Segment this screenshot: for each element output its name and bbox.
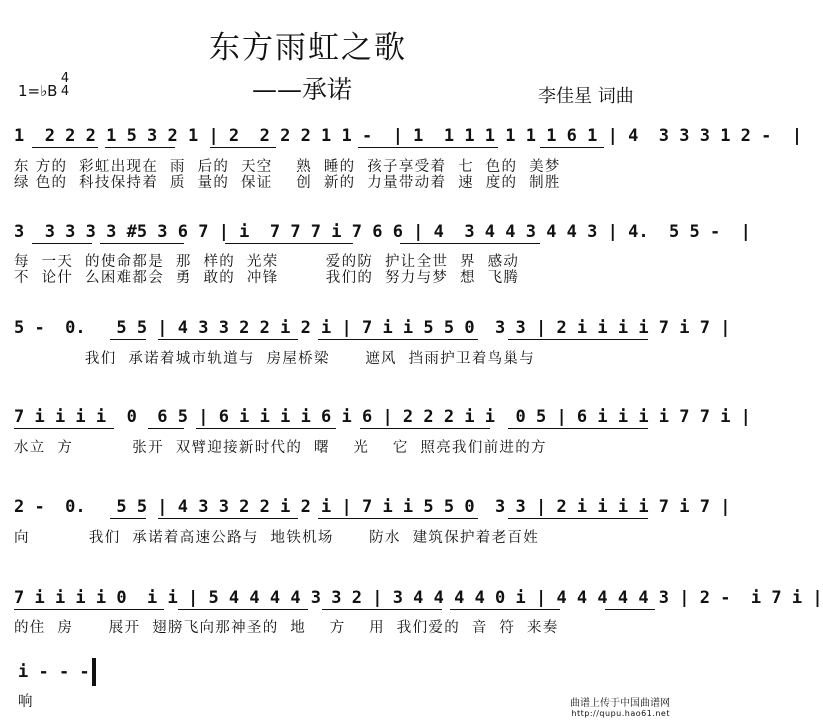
notation-line-7: i - - - (18, 662, 90, 682)
beam-underline (318, 518, 478, 519)
lyrics-line-3: 我们 承诺着城市轨道与 房屋桥梁 遮风 挡雨护卫着鸟巢与 (14, 351, 536, 367)
lyrics-line-6: 的住 房 展开 翅膀飞向那神圣的 地 方 用 我们爱的 音 符 来奏 (14, 620, 559, 636)
beam-underline (540, 147, 604, 148)
beam-underline (196, 428, 336, 429)
time-signature (58, 72, 72, 98)
beam-underline (110, 518, 146, 519)
beam-underline (100, 243, 184, 244)
watermark-text: 曲谱上传于中国曲谱网 (570, 698, 670, 709)
song-subtitle: ——承诺 (252, 75, 353, 104)
notation-line-4: 7 i i i i 0 6 5 | 6 i i i i 6 i 6 | 2 2 2 i i 0 5 | 6 i i i i 7 7 i | (14, 407, 751, 427)
beam-underline (210, 147, 276, 148)
beam-underline (14, 428, 114, 429)
site-watermark (570, 699, 670, 719)
lyrics-line-4: 水立 方 张开 双臂迎接新时代的 曙 光 它 照亮我们前进的方 (14, 440, 547, 456)
beam-underline (158, 339, 298, 340)
beam-underline (225, 243, 353, 244)
lyrics-line-5: 向 我们 承诺着高速公路与 地铁机场 防水 建筑保护着老百姓 (14, 530, 539, 546)
beam-underline (110, 339, 146, 340)
song-title: 东方雨虹之歌 (209, 30, 407, 66)
beam-underline (322, 609, 442, 610)
notation-line-6: 7 i i i i 0 i i | 5 4 4 4 4 3 3 2 | 3 4 4 4 4 0 i | 4 4 4 4 4 3 | 2 - i 7 i | (14, 588, 823, 608)
lyrics-line-7: 响 (18, 694, 34, 710)
lyrics-line-2a: 每 一天 的使命都是 那 样的 光荣 爱的防 护让全世 界 感动 (14, 254, 520, 270)
beam-underline (32, 243, 92, 244)
final-barline (92, 658, 96, 686)
beam-underline (148, 428, 184, 429)
lyrics-line-1b: 绿 色的 科技保持着 质 量的 保证 创 新的 力量带动着 速 度的 制胜 (14, 175, 561, 191)
beam-underline (508, 339, 648, 340)
meter-bottom: 4 (60, 84, 70, 99)
beam-underline (360, 428, 490, 429)
key-signature: 1=♭B (18, 82, 58, 100)
beam-underline (158, 518, 298, 519)
beam-underline (508, 518, 648, 519)
beam-underline (178, 609, 308, 610)
lyrics-line-1a: 东 方的 彩虹出现在 雨 后的 天空 熟 睡的 孩子享受着 七 色的 美梦 (14, 159, 561, 175)
beam-underline (400, 243, 540, 244)
lyrics-line-2b: 不 论什 么困难都会 勇 敢的 冲锋 我们的 努力与梦 想 飞腾 (14, 270, 520, 286)
meter-top: 4 (60, 71, 70, 86)
notation-line-3: 5 - 0. 5 5 | 4 3 3 2 2 i 2 i | 7 i i 5 5 0 3 3 | 2 i i i i 7 i 7 | (14, 318, 731, 338)
author-credit: 李佳星 词曲 (538, 86, 634, 107)
beam-underline (358, 147, 498, 148)
beam-underline (105, 147, 175, 148)
beam-underline (450, 609, 560, 610)
notation-line-5: 2 - 0. 5 5 | 4 3 3 2 2 i 2 i | 7 i i 5 5 0 3 3 | 2 i i i i 7 i 7 | (14, 497, 731, 517)
beam-underline (318, 339, 478, 340)
beam-underline (14, 609, 164, 610)
notation-line-1: 1 2 2 2 1 5 3 2 1 | 2 2 2 2 1 1 - | 1 1 1 1 1 1 1 6 1 | 4 3 3 3 1 2 - | (14, 126, 803, 146)
watermark-url: http://qupu.hao61.net (571, 709, 670, 718)
notation-line-2: 3 3 3 3 3 #5 3 6 7 | i 7 7 7 i 7 6 6 | 4 3 4 4 3 4 4 3 | 4. 5 5 - | (14, 222, 751, 242)
beam-underline (32, 147, 98, 148)
beam-underline (508, 428, 648, 429)
beam-underline (605, 609, 655, 610)
